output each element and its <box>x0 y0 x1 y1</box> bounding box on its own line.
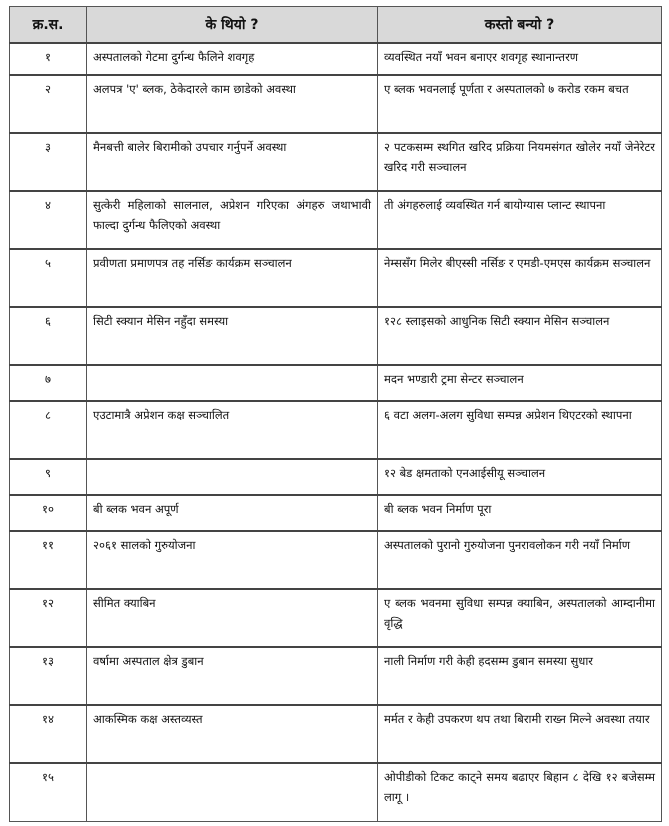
row-number: १५ <box>10 763 87 821</box>
before-cell <box>87 365 378 401</box>
table-row <box>10 495 662 531</box>
table-row <box>10 647 662 705</box>
row-number: १४ <box>10 705 87 763</box>
after-cell: बी ब्लक भवन निर्माण पूरा <box>378 495 662 531</box>
comparison-table <box>9 6 662 822</box>
before-cell: अलपत्र 'ए' ब्लक, ठेकेदारले काम छाडेको अवस्था <box>87 75 378 133</box>
table-row <box>10 763 662 821</box>
row-number: ११ <box>10 531 87 589</box>
after-cell: मदन भण्डारी ट्रमा सेन्टर सञ्चालन <box>378 365 662 401</box>
before-cell: सिटी स्क्यान मेसिन नहुँदा समस्या <box>87 307 378 365</box>
before-cell: बी ब्लक भवन अपूर्ण <box>87 495 378 531</box>
after-cell: १२८ स्लाइसको आधुनिक सिटी स्क्यान मेसिन सञ्चालन <box>378 307 662 365</box>
after-cell: १२ बेड क्षमताको एनआईसीयू सञ्चालन <box>378 459 662 495</box>
before-cell: सीमित क्याबिन <box>87 589 378 647</box>
after-cell: मर्मत र केही उपकरण थप तथा बिरामी राख्न मिल्ने अवस्था तयार <box>378 705 662 763</box>
table-row <box>10 191 662 249</box>
table-row <box>10 365 662 401</box>
row-number: १२ <box>10 589 87 647</box>
row-number: ७ <box>10 365 87 401</box>
after-cell: ए ब्लक भवनलाई पूर्णता र अस्पतालको ७ करोड रकम बचत <box>378 75 662 133</box>
table-row <box>10 307 662 365</box>
table-row <box>10 43 662 75</box>
row-number: १३ <box>10 647 87 705</box>
before-cell: प्रवीणता प्रमाणपत्र तह नर्सिङ कार्यक्रम सञ्चालन <box>87 249 378 307</box>
before-cell: आकस्मिक कक्ष अस्तव्यस्त <box>87 705 378 763</box>
row-number: ८ <box>10 401 87 459</box>
after-cell: २ पटकसम्म स्थगित खरिद प्रक्रिया नियमसंगत खोलेर नयाँ जेनेरेटर खरिद गरी सञ्चालन <box>378 133 662 191</box>
table-row <box>10 531 662 589</box>
before-cell <box>87 763 378 821</box>
before-cell: २०६१ सालको गुरुयोजना <box>87 531 378 589</box>
row-number: ५ <box>10 249 87 307</box>
after-cell: ओपीडीको टिकट काट्ने समय बढाएर बिहान ८ देखि १२ बजेसम्म लागू । <box>378 763 662 821</box>
table-header-row <box>10 7 662 44</box>
table-row <box>10 459 662 495</box>
row-number: १० <box>10 495 87 531</box>
after-cell: अस्पतालको पुरानो गुरुयोजना पुनरावलोकन गरी नयाँ निर्माण <box>378 531 662 589</box>
table-row <box>10 133 662 191</box>
row-number: २ <box>10 75 87 133</box>
table-row <box>10 249 662 307</box>
header-serial-number: क्र.स. <box>10 7 87 44</box>
before-cell: अस्पतालको गेटमा दुर्गन्ध फैलिने शवगृह <box>87 43 378 75</box>
table-row <box>10 75 662 133</box>
after-cell: ए ब्लक भवनमा सुविधा सम्पन्न क्याबिन, अस्पतालको आम्दानीमा वृद्धि <box>378 589 662 647</box>
row-number: ६ <box>10 307 87 365</box>
before-cell: वर्षामा अस्पताल क्षेत्र डुबान <box>87 647 378 705</box>
after-cell: नेम्ससँग मिलेर बीएस्सी नर्सिङ र एमडी-एमएस कार्यक्रम सञ्चालन <box>378 249 662 307</box>
table-row <box>10 705 662 763</box>
after-cell: ती अंगहरुलाई व्यवस्थित गर्न बायोग्यास प्लान्ट स्थापना <box>378 191 662 249</box>
after-cell: व्यवस्थित नयाँ भवन बनाएर शवगृह स्थानान्तरण <box>378 43 662 75</box>
header-what-was: के थियो ? <box>87 7 378 44</box>
header-what-became: कस्तो बन्यो ? <box>378 7 662 44</box>
row-number: ९ <box>10 459 87 495</box>
table-row <box>10 401 662 459</box>
after-cell: ६ वटा अलग-अलग सुविधा सम्पन्न अप्रेशन थिएटरको स्थापना <box>378 401 662 459</box>
row-number: ३ <box>10 133 87 191</box>
table-row <box>10 589 662 647</box>
before-cell: सुत्केरी महिलाको सालनाल, अप्रेशन गरिएका अंगहरु जथाभावी फाल्दा दुर्गन्ध फैलिएको अवस्था <box>87 191 378 249</box>
before-cell <box>87 459 378 495</box>
row-number: १ <box>10 43 87 75</box>
before-cell: एउटामात्रै अप्रेशन कक्ष सञ्चालित <box>87 401 378 459</box>
document <box>9 6 661 822</box>
after-cell: नाली निर्माण गरी केही हदसम्म डुबान समस्या सुधार <box>378 647 662 705</box>
row-number: ४ <box>10 191 87 249</box>
before-cell: मैनबत्ती बालेर बिरामीको उपचार गर्नुपर्ने अवस्था <box>87 133 378 191</box>
